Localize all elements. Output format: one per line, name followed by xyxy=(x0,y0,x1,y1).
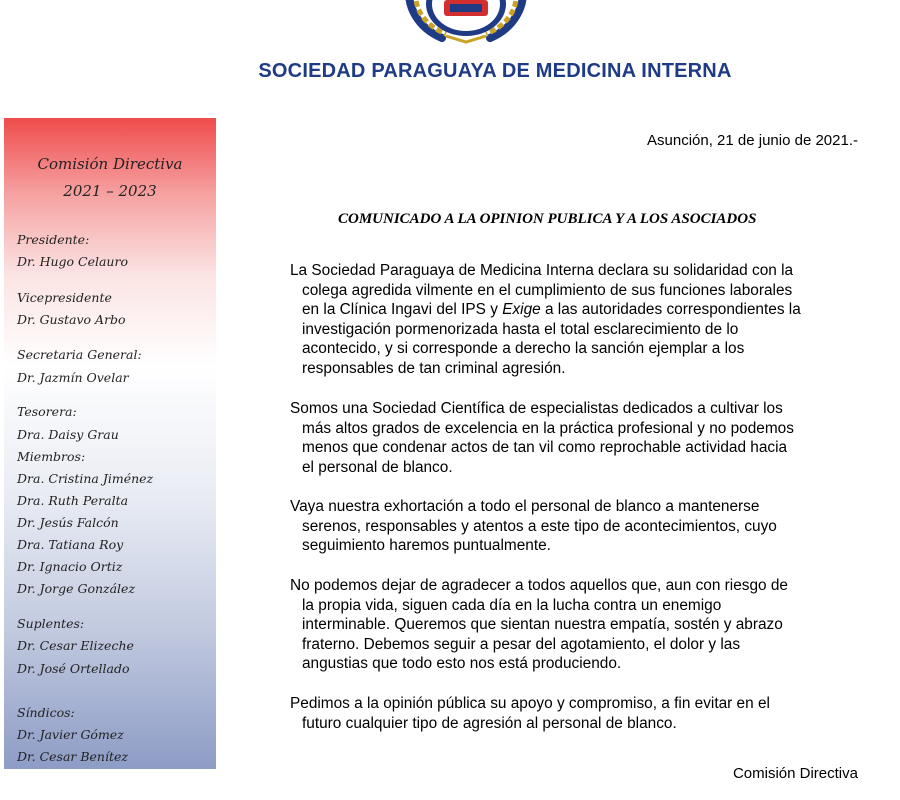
sidebar-member: Dr. José Ortellado xyxy=(17,661,130,676)
text-run: a las autoridades correspondientes la xyxy=(540,301,801,319)
paragraph-line: seguimiento haremos puntualmente. xyxy=(302,537,551,555)
paragraph-line: La Sociedad Paraguaya de Medicina Interna declara su solidaridad con la xyxy=(290,262,794,279)
sidebar-member: Dr. Hugo Celauro xyxy=(17,254,128,269)
paragraph-line: No podemos dejar de agradecer a todos aquellos que, aun con riesgo de xyxy=(290,577,788,594)
sidebar-role-substitutes: Suplentes: xyxy=(17,616,85,631)
paragraph-line xyxy=(290,300,858,320)
paragraph-line: menos que condenar actos de tan vil como reprochable actividad hacia xyxy=(302,439,788,457)
paragraph-line: Somos una Sociedad Científica de especialistas dedicados a cultivar los xyxy=(290,400,783,417)
board-sidebar xyxy=(4,118,216,769)
sidebar-member: Dr. Javier Gómez xyxy=(17,727,124,742)
sidebar-member: Dr. Jesús Falcón xyxy=(17,515,119,530)
paragraph-line: Vaya nuestra exhortación a todo el personal de blanco a mantenerse xyxy=(290,498,760,515)
sidebar-member: Dr. Jorge González xyxy=(17,581,136,596)
paragraph-line: colega agredida vilmente en el cumplimiento de sus funciones laborales xyxy=(302,281,793,299)
paragraph-line: serenos, responsables y atentos a este tipo de acontecimientos, cuyo xyxy=(302,517,777,535)
paragraph-line: más altos grados de excelencia en la práctica profesional y no podemos xyxy=(302,419,794,437)
sidebar-member: Dra. Ruth Peralta xyxy=(17,493,129,508)
paragraph-3 xyxy=(290,497,858,556)
sidebar-role-trustees: Síndicos: xyxy=(17,705,75,720)
sidebar-member: Dr. Gustavo Arbo xyxy=(17,312,126,327)
sidebar-period: 2021 – 2023 xyxy=(63,182,157,200)
paragraph-line: interminable. Queremos que sientan nuestra empatía, sostén y abrazo xyxy=(302,616,783,634)
sidebar-member: Dr. Ignacio Ortiz xyxy=(17,559,123,574)
text-run: en la Clínica Ingavi del IPS y xyxy=(302,301,503,319)
sidebar-member: Dra. Tatiana Roy xyxy=(17,537,124,552)
paragraph-line: investigación pormenorizada hasta el total esclarecimiento de lo xyxy=(302,320,739,338)
paragraph-line: futuro cualquier tipo de agresión al personal de blanco. xyxy=(302,714,677,732)
sidebar-title: Comisión Directiva xyxy=(37,155,183,173)
sidebar-role-members: Miembros: xyxy=(17,449,86,464)
paragraph-line: responsables de tan criminal agresión. xyxy=(302,359,566,377)
paragraph-2 xyxy=(290,399,858,477)
paragraph-line: acontecido, y si corresponde a derecho la sanción ejemplar a los xyxy=(302,340,745,358)
sidebar-role-treasurer: Tesorera: xyxy=(17,404,77,419)
sidebar-role-vicepresident: Vicepresidente xyxy=(17,290,112,305)
paragraph-5 xyxy=(290,694,858,733)
letter-date: Asunción, 21 de junio de 2021.- xyxy=(647,132,858,149)
letter-subject: COMUNICADO A LA OPINION PUBLICA Y A LOS ASOCIADOS xyxy=(338,211,757,227)
sidebar-role-secretary: Secretaria General: xyxy=(17,347,142,362)
paragraph-line: angustias que todo esto nos está produciendo. xyxy=(302,655,622,673)
paragraph-line: el personal de blanco. xyxy=(302,458,453,476)
sidebar-member: Dr. Jazmín Ovelar xyxy=(17,370,129,385)
letter-closing: Comisión Directiva xyxy=(732,765,858,782)
paragraph-4 xyxy=(290,576,858,674)
emphasis-exige: Exige xyxy=(502,301,541,319)
society-logo-icon xyxy=(396,0,536,44)
paragraph-1 xyxy=(290,261,858,379)
sidebar-member: Dra. Cristina Jiménez xyxy=(17,471,154,486)
sidebar-member: Dr. Cesar Elizeche xyxy=(17,638,134,653)
paragraph-line: fraterno. Debemos seguir a pesar del agotamiento, el dolor y las xyxy=(302,635,741,653)
paragraph-line: la propia vida, siguen cada día en la lucha contra un enemigo xyxy=(302,596,722,614)
sidebar-role-president: Presidente: xyxy=(17,232,90,247)
organization-title: SOCIEDAD PARAGUAYA DE MEDICINA INTERNA xyxy=(258,60,732,82)
sidebar-member: Dr. Cesar Benítez xyxy=(17,749,128,764)
paragraph-line: Pedimos a la opinión pública su apoyo y compromiso, a fin evitar en el xyxy=(290,695,770,712)
sidebar-member: Dra. Daisy Grau xyxy=(17,427,119,442)
